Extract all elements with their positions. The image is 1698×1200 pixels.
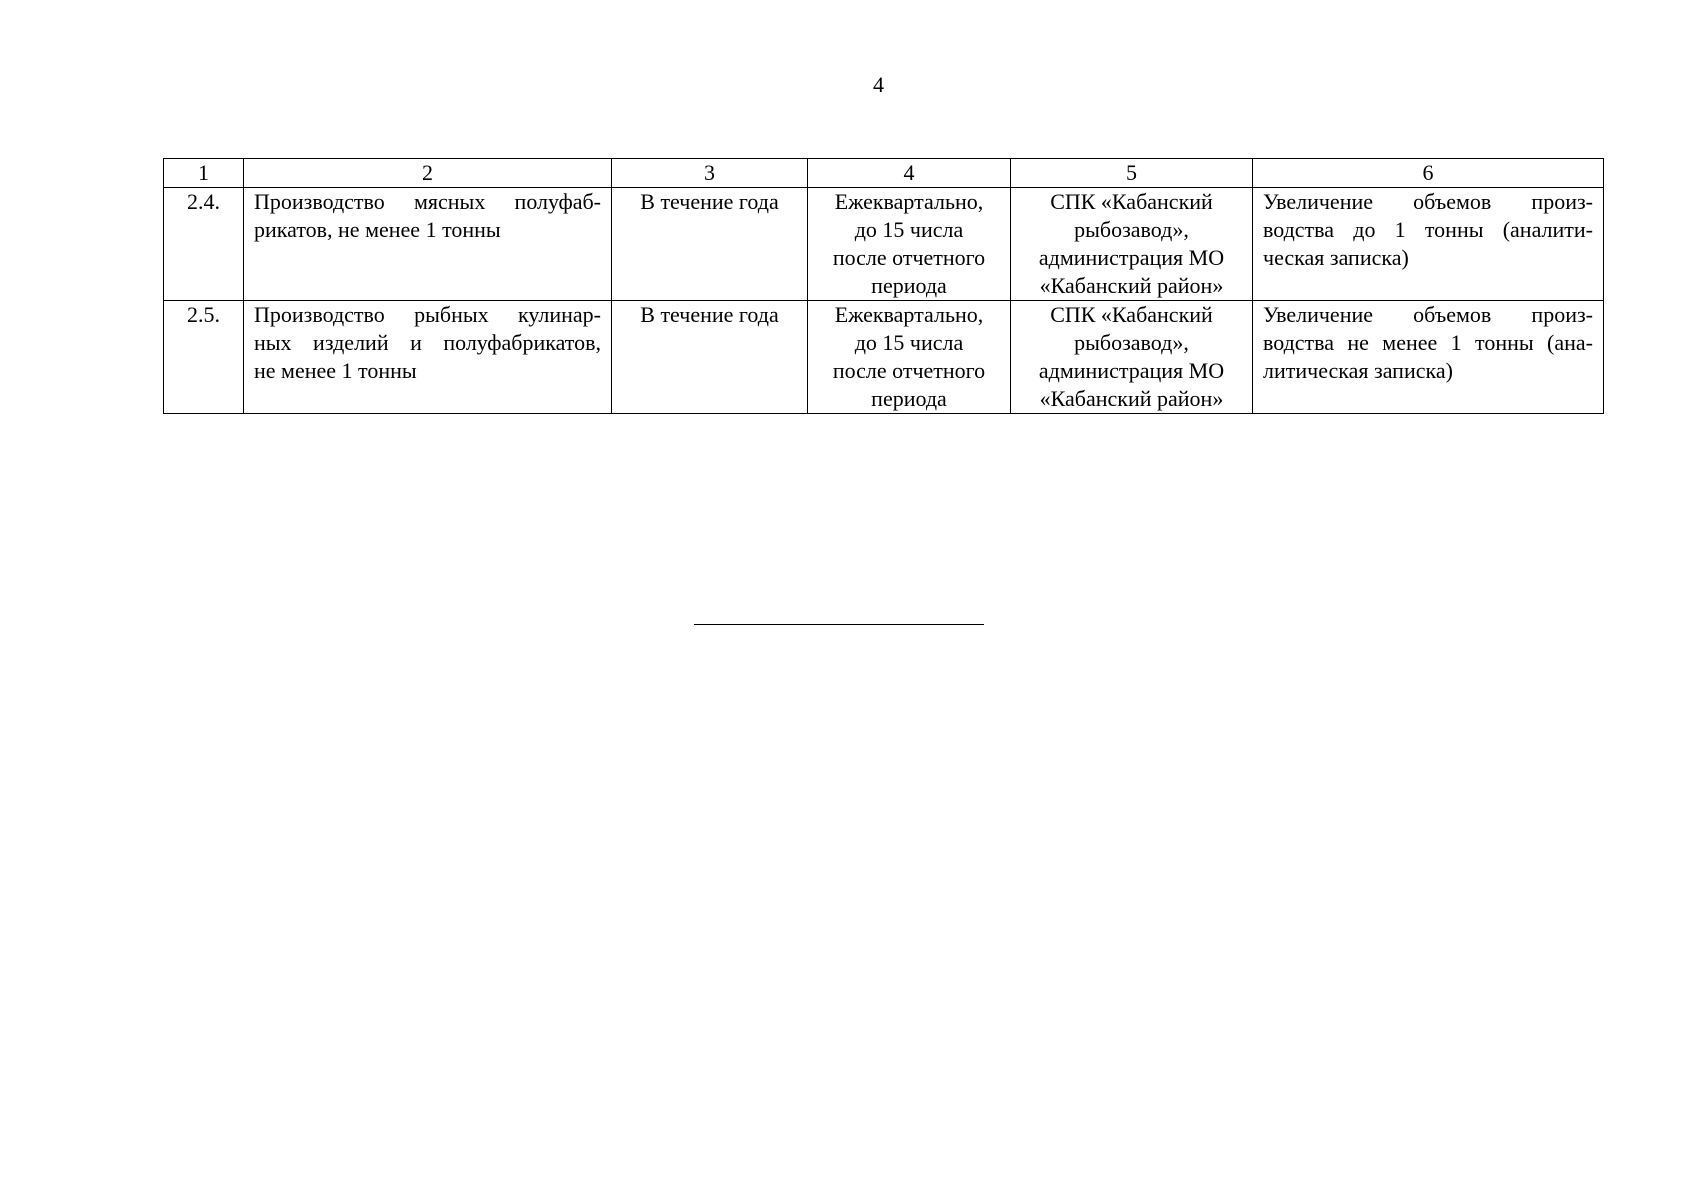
page-number: 4 xyxy=(873,72,884,97)
result-line: ческая записка) xyxy=(1263,245,1409,270)
column-number-5: 5 xyxy=(1011,159,1253,188)
deadline-cell: В течение года xyxy=(612,301,808,414)
row-number: 2.5. xyxy=(164,301,244,414)
deadline-cell: В течение года xyxy=(612,188,808,301)
reporting-line: до 15 числа xyxy=(854,217,964,242)
responsible-line: рыбозавод», xyxy=(1074,330,1189,355)
reporting-line: Ежеквартально, xyxy=(834,302,984,327)
responsible-line: рыбозавод», xyxy=(1074,217,1189,242)
responsible-line: администрация МО xyxy=(1038,358,1225,383)
result-line: водства не менее 1 тонны (ана- xyxy=(1263,330,1593,355)
responsible-line: СПК «Кабанский xyxy=(1050,189,1213,214)
result-cell xyxy=(1253,301,1604,414)
activity-line: ных изделий и полуфабрикатов, xyxy=(254,330,601,355)
reporting-line: после отчетного xyxy=(832,358,986,383)
result-line: литическая записка) xyxy=(1263,358,1453,383)
column-number-4: 4 xyxy=(808,159,1011,188)
result-line: Увеличение объемов произ- xyxy=(1263,189,1593,214)
activity-line: рикатов, не менее 1 тонны xyxy=(254,217,501,242)
table-row xyxy=(164,188,1604,301)
result-line: Увеличение объемов произ- xyxy=(1263,302,1593,327)
document-end-rule xyxy=(694,624,984,625)
column-number-3: 3 xyxy=(612,159,808,188)
responsible-line: администрация МО xyxy=(1038,245,1225,270)
column-number-2: 2 xyxy=(244,159,612,188)
reporting-line: периода xyxy=(871,386,947,411)
row-number: 2.4. xyxy=(164,188,244,301)
activity-cell xyxy=(244,188,612,301)
activity-line: не менее 1 тонны xyxy=(254,358,417,383)
responsible-cell xyxy=(1011,301,1253,414)
responsible-cell xyxy=(1011,188,1253,301)
reporting-line: после отчетного xyxy=(832,245,986,270)
activity-cell xyxy=(244,301,612,414)
activity-line: Производство мясных полуфаб- xyxy=(254,189,601,214)
table-row xyxy=(164,301,1604,414)
reporting-line: Ежеквартально, xyxy=(834,189,984,214)
reporting-line: до 15 числа xyxy=(854,330,964,355)
measures-table xyxy=(163,158,1604,414)
reporting-cell xyxy=(808,188,1011,301)
reporting-cell xyxy=(808,301,1011,414)
responsible-line: «Кабанский район» xyxy=(1039,386,1224,411)
activity-line: Производство рыбных кулинар- xyxy=(254,302,601,327)
column-number-row xyxy=(164,159,1604,188)
column-number-1: 1 xyxy=(164,159,244,188)
reporting-line: периода xyxy=(871,273,947,298)
result-line: водства до 1 тонны (аналити- xyxy=(1263,217,1593,242)
responsible-line: «Кабанский район» xyxy=(1039,273,1224,298)
responsible-line: СПК «Кабанский xyxy=(1050,302,1213,327)
column-number-6: 6 xyxy=(1253,159,1604,188)
result-cell xyxy=(1253,188,1604,301)
